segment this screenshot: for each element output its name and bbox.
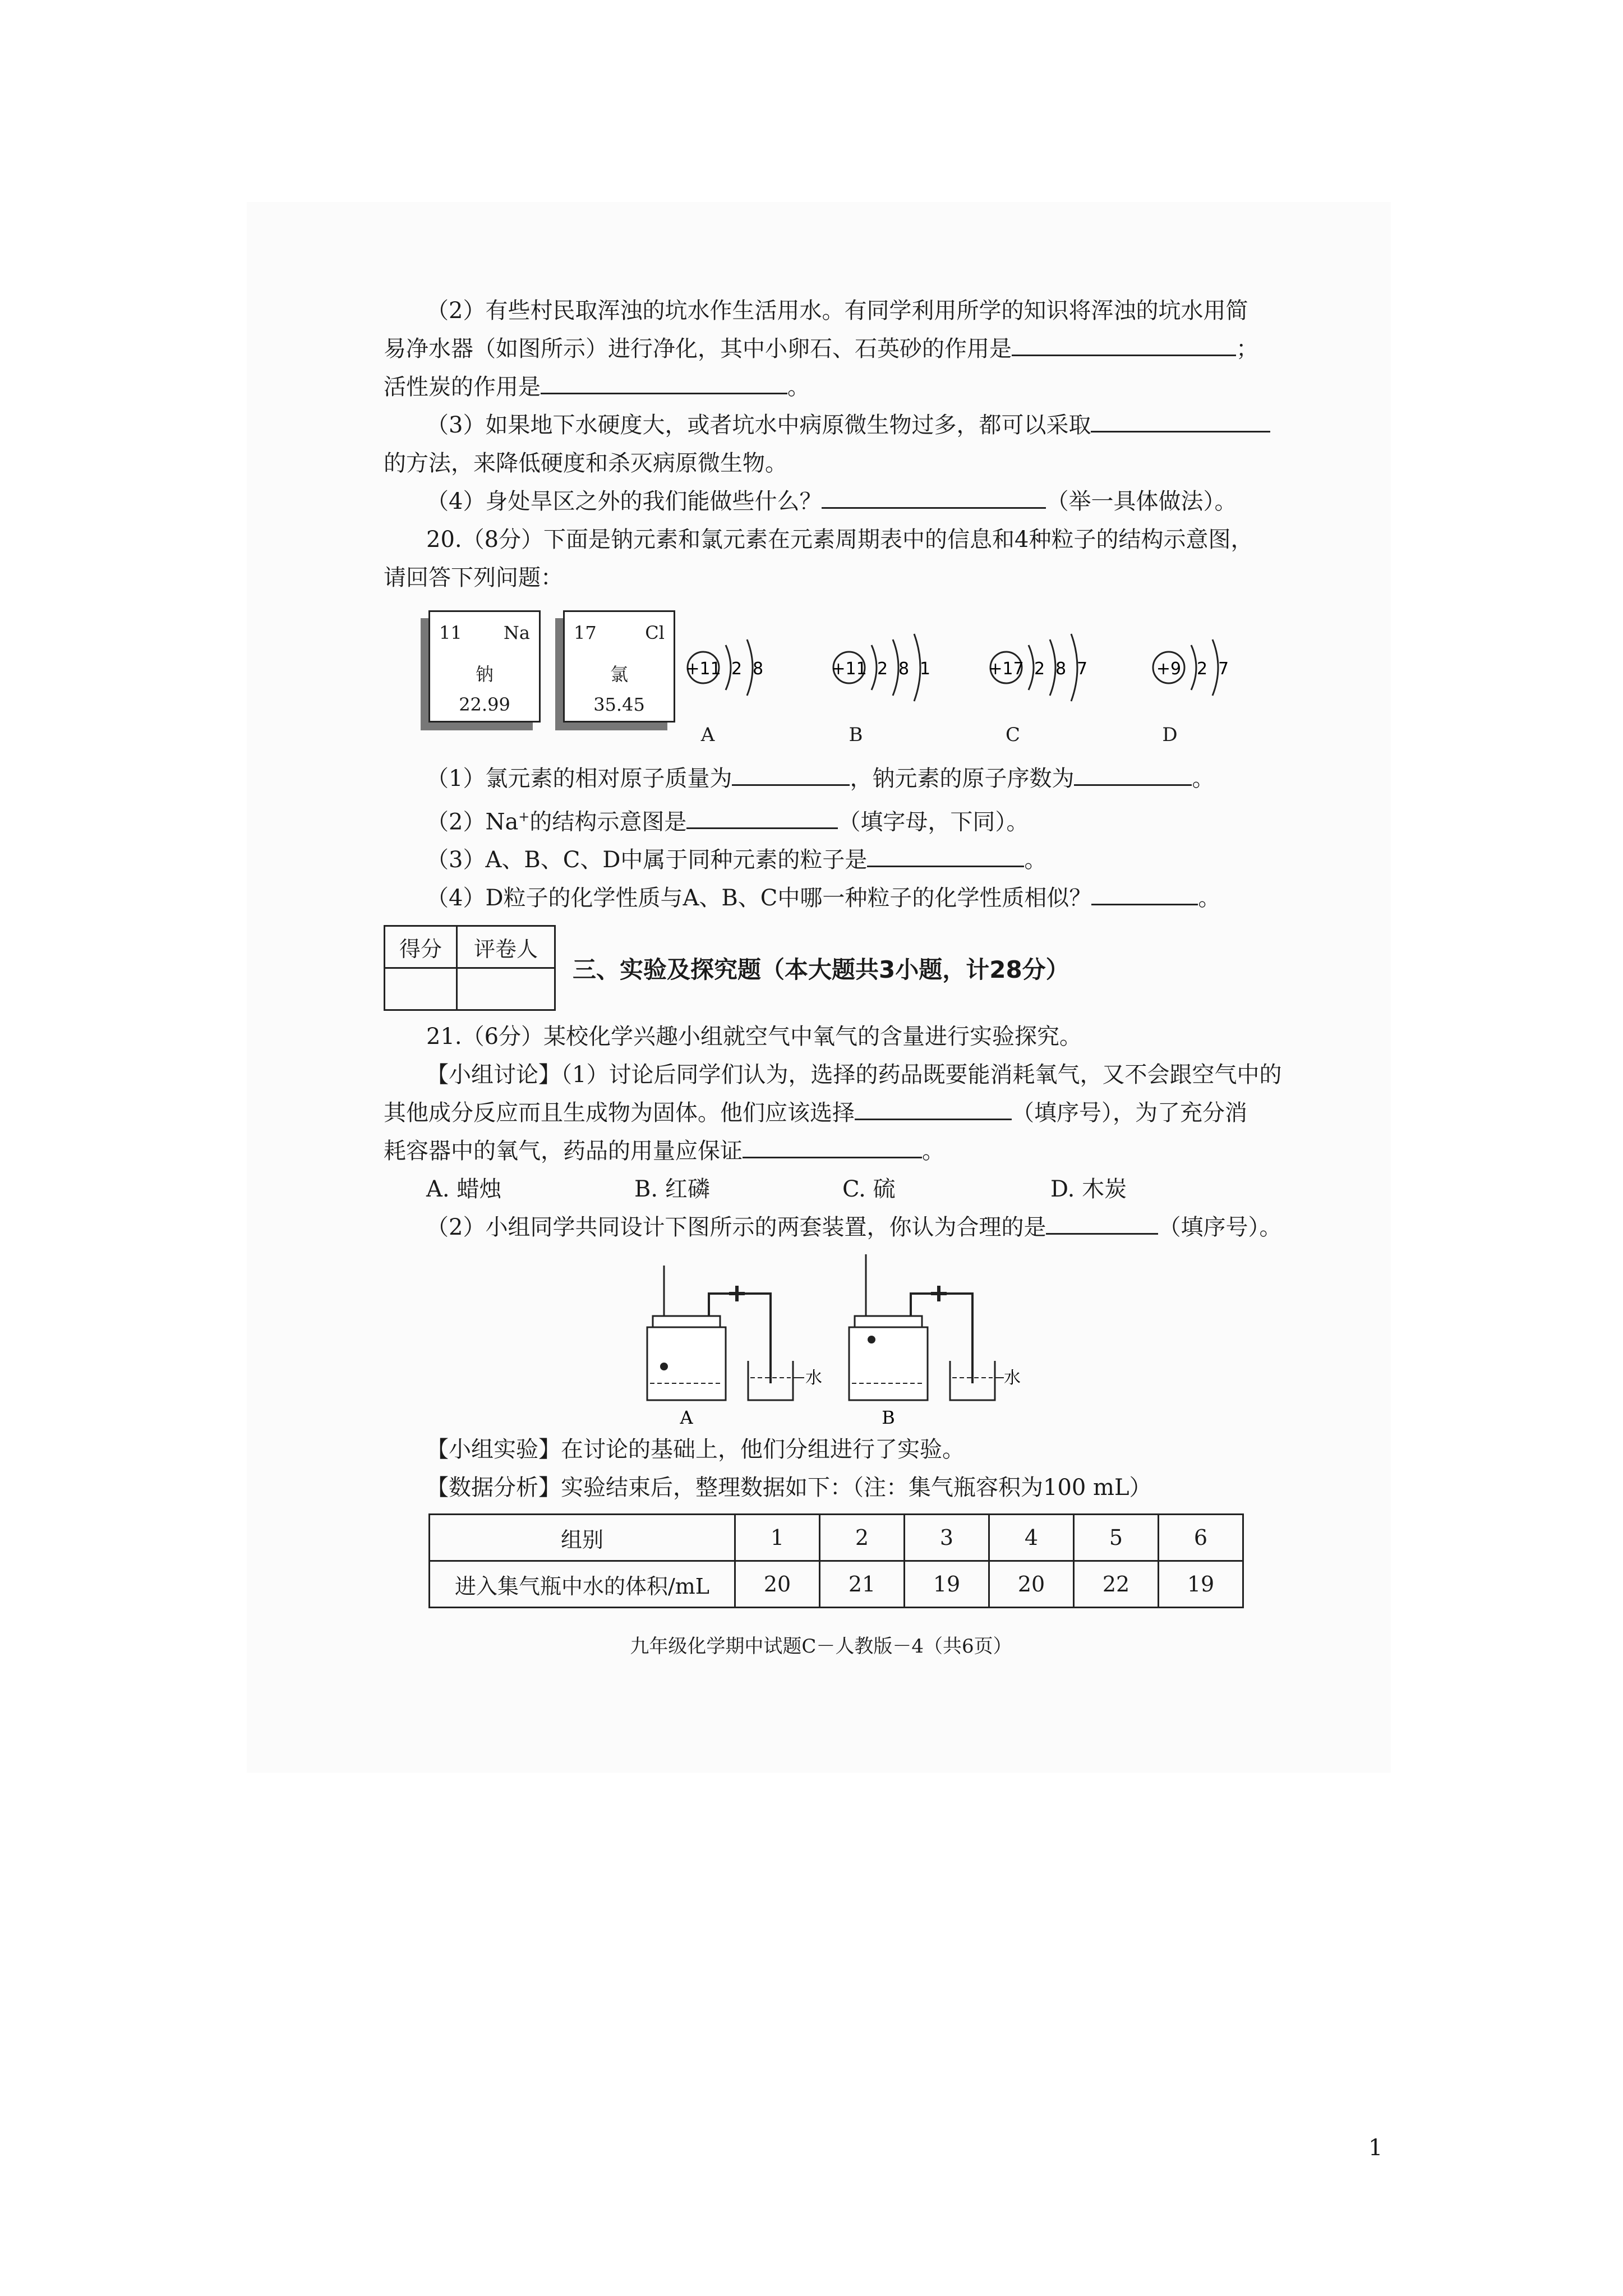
answer-blank[interactable]	[1074, 762, 1192, 786]
option-b: B. 红磷	[634, 1176, 710, 1203]
grader-cell[interactable]	[457, 968, 555, 1010]
atom-diagram-b	[827, 623, 950, 712]
answer-blank[interactable]	[686, 805, 838, 829]
atom-label: C	[1005, 724, 1020, 746]
table-header-cell: 组别	[430, 1515, 735, 1561]
shell-electrons: 2	[1034, 659, 1045, 679]
apparatus-diagrams	[625, 1249, 1021, 1429]
table-cell: 3	[905, 1515, 989, 1561]
atom-label: B	[849, 724, 863, 746]
results-table	[428, 1513, 1244, 1608]
shell-electrons: 2	[877, 659, 888, 679]
q20-part2: （2）Na+的结构示意图是 （填字母，下同）。	[384, 798, 1258, 841]
answer-blank[interactable]	[867, 843, 1024, 867]
q21-options	[384, 1170, 1258, 1208]
apparatus-label: A	[680, 1407, 693, 1429]
table-cell: 6	[1159, 1515, 1243, 1561]
table-row	[430, 1515, 1243, 1561]
page-footer: 九年级化学期中试题C－人教版－4（共6页）	[630, 1635, 1012, 1658]
shell-electrons: 2	[731, 659, 743, 679]
answer-blank[interactable]	[1012, 332, 1236, 356]
apparatus-a	[647, 1266, 822, 1428]
element-tile-sodium	[428, 610, 541, 723]
answer-blank[interactable]	[822, 485, 1046, 509]
table-cell: 5	[1074, 1515, 1159, 1561]
element-name: 氯	[610, 664, 628, 685]
shell-electrons: 1	[920, 659, 931, 679]
table-header-cell: 进入集气瓶中水的体积/mL	[430, 1561, 735, 1608]
nucleus-charge: +9	[1156, 659, 1182, 679]
q20-stem-line2: 请回答下列问题：	[384, 565, 563, 591]
option-c: C. 硫	[842, 1176, 896, 1203]
table-cell: 2	[820, 1515, 905, 1561]
exam-content	[384, 292, 1282, 1658]
element-symbol: Cl	[645, 622, 665, 643]
answer-blank[interactable]	[732, 762, 850, 786]
water-label: 水	[1004, 1368, 1021, 1388]
nucleus-charge: +17	[988, 659, 1024, 679]
element-symbol: Na	[503, 622, 530, 643]
atom-label: D	[1162, 724, 1178, 746]
answer-blank[interactable]	[1091, 408, 1270, 432]
atom-diagram-c	[984, 623, 1107, 712]
table-cell: 19	[1159, 1561, 1243, 1608]
answer-blank[interactable]	[541, 370, 787, 394]
answer-blank[interactable]	[1091, 881, 1198, 905]
q19-part3-line2: 的方法，来降低硬度和杀灭病原微生物。	[384, 450, 787, 476]
atom-diagram-a	[681, 623, 793, 712]
table-cell: 20	[989, 1561, 1074, 1608]
atomic-number: 17	[574, 622, 597, 643]
q19-part2-line3: 活性炭的作用是 。	[384, 368, 1258, 406]
answer-blank[interactable]	[855, 1096, 1012, 1120]
element-and-particle-figure	[384, 600, 1258, 752]
table-cell: 20	[735, 1561, 820, 1608]
score-label: 得分	[385, 926, 457, 968]
atom-diagram-d	[1146, 623, 1258, 712]
q20-part3: （3）A、B、C、D中属于同种元素的粒子是 。	[384, 841, 1258, 879]
shell-electrons: 2	[1197, 659, 1208, 679]
q21-part2: （2）小组同学共同设计下图所示的两套装置，你认为合理的是 （填序号）。	[384, 1208, 1258, 1246]
section-header	[384, 925, 1258, 1011]
q19-part2-line1: （2）有些村民取浑浊的坑水作生活用水。有同学利用所学的知识将浑浊的坑水用简	[426, 298, 1248, 324]
apparatus-b	[849, 1254, 1021, 1428]
q21-analysis: 【数据分析】实验结束后，整理数据如下：（注：集气瓶容积为100 mL）	[426, 1475, 1152, 1501]
table-cell: 4	[989, 1515, 1074, 1561]
apparatus-figure	[384, 1249, 1258, 1428]
shell-electrons: 8	[898, 659, 910, 679]
answer-blank[interactable]	[1046, 1211, 1158, 1235]
atomic-mass: 22.99	[459, 694, 510, 715]
shell-electrons: 8	[1055, 659, 1067, 679]
answer-blank[interactable]	[743, 1134, 922, 1158]
page-number: 1	[1368, 2135, 1383, 2161]
shell-electrons: 7	[1218, 659, 1229, 679]
option-a: A. 蜡烛	[426, 1176, 502, 1203]
q19-part4: （4）身处旱区之外的我们能做些什么？ （举一具体做法）。	[384, 482, 1258, 521]
q21-experiment: 【小组实验】在讨论的基础上，他们分组进行了实验。	[426, 1437, 965, 1463]
table-row	[430, 1561, 1243, 1608]
q21-stem: 21.（6分）某校化学兴趣小组就空气中氧气的含量进行实验探究。	[426, 1024, 1082, 1050]
atom-label: A	[700, 724, 715, 746]
table-cell: 22	[1074, 1561, 1159, 1608]
shell-electrons: 7	[1077, 659, 1088, 679]
q20-stem-line1: 20.（8分）下面是钠元素和氯元素在元素周期表中的信息和4种粒子的结构示意图，	[426, 527, 1253, 553]
score-box	[384, 925, 556, 1011]
section-title: 三、实验及探究题（本大题共3小题，计28分）	[573, 955, 1069, 983]
option-d: D. 木炭	[1050, 1176, 1127, 1203]
q21-discussion-line2: 其他成分反应而且生成物为固体。他们应该选择 （填序号），为了充分消	[384, 1094, 1258, 1132]
nucleus-charge: +11	[685, 659, 721, 679]
table-cell: 19	[905, 1561, 989, 1608]
q21-discussion-line3: 耗容器中的氧气，药品的用量应保证 。	[384, 1132, 1258, 1170]
nucleus-charge: +11	[831, 659, 867, 679]
water-label: 水	[805, 1368, 822, 1388]
table-cell: 1	[735, 1515, 820, 1561]
shell-electrons: 8	[753, 659, 764, 679]
score-cell[interactable]	[385, 968, 457, 1010]
q20-part1: （1）氯元素的相对原子质量为 ，钠元素的原子序数为 。	[384, 760, 1258, 798]
table-cell: 21	[820, 1561, 905, 1608]
apparatus-label: B	[882, 1407, 895, 1429]
atomic-mass: 35.45	[593, 694, 645, 715]
q20-part4: （4）D粒子的化学性质与A、B、C中哪一种粒子的化学性质相似？ 。	[384, 879, 1258, 917]
q19-part3-line1: （3）如果地下水硬度大，或者坑水中病原微生物过多，都可以采取	[384, 406, 1258, 444]
q19-part2-line2: 易净水器（如图所示）进行净化，其中小卵石、石英砂的作用是 ；	[384, 330, 1258, 368]
element-tile-chlorine	[563, 610, 675, 723]
grader-label: 评卷人	[457, 926, 555, 968]
q21-discussion-line1: 【小组讨论】（1）讨论后同学们认为，选择的药品既要能消耗氧气，又不会跟空气中的	[426, 1062, 1282, 1088]
element-name: 钠	[475, 664, 494, 685]
atomic-number: 11	[439, 622, 462, 643]
